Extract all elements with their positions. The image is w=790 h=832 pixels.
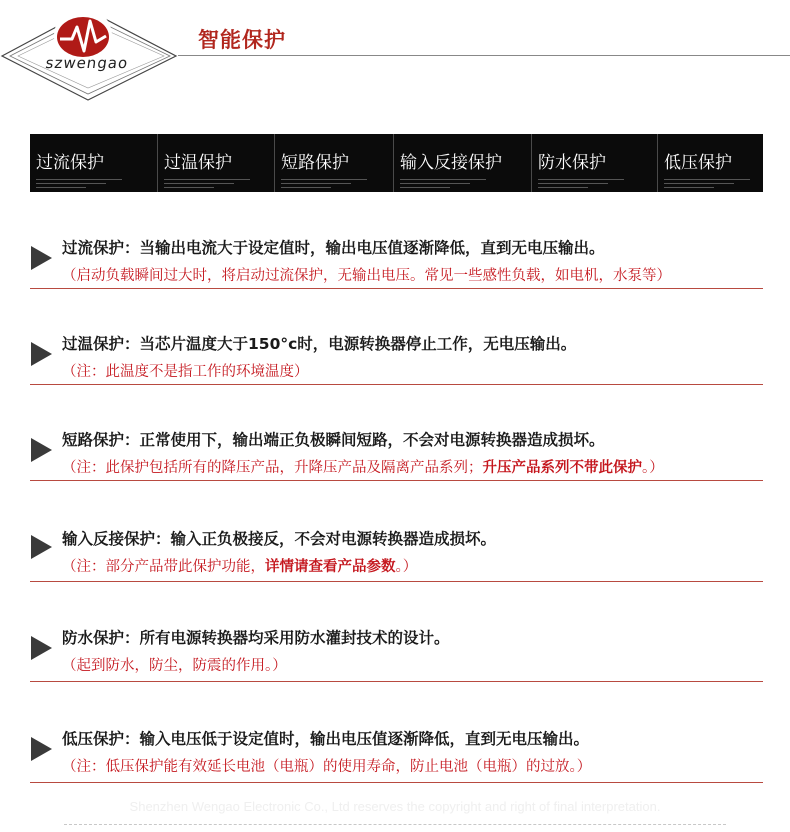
section-divider [30,384,763,385]
note-plain: （注：部分产品带此保护功能， [62,559,265,575]
section-description: 短路保护：正常使用下，输出端正负极瞬间短路，不会对电源转换器造成损坏。 [62,431,605,449]
tab-label: 过温保护 [164,153,232,173]
bullet-arrow-icon [31,737,52,761]
page-title: 智能保护 [198,28,286,52]
tab-decoration [164,179,274,188]
company-logo [0,0,180,102]
bullet-arrow-icon [31,246,52,270]
bullet-arrow-icon [31,342,52,366]
section-note [62,755,591,776]
tab-label: 防水保护 [538,153,606,173]
copyright-footer: Shenzhen Wengao Electronic Co., Ltd reserves the copyright and right of final interpretation. [129,799,661,814]
logo-text: szwengao [44,54,130,72]
tab-label: 低压保护 [664,153,732,173]
note-emphasis: 详情请查看产品参数 [265,559,396,575]
tab-decoration [281,179,393,188]
section-divider [30,581,763,582]
section-divider [30,782,763,783]
section-divider [30,480,763,481]
tab-label: 短路保护 [281,153,349,173]
tab-item[interactable] [30,134,157,192]
section-note [62,456,664,477]
bullet-arrow-icon [31,636,52,660]
title-divider [178,55,790,56]
tab-item[interactable] [531,134,657,192]
section-description: 防水保护：所有电源转换器均采用防水灌封技术的设计。 [62,629,450,647]
section-description: 输入反接保护：输入正负极接反，不会对电源转换器造成损坏。 [62,530,497,548]
section-divider [30,288,763,289]
section-divider [30,681,763,682]
note-plain: （启动负载瞬间过大时，将启动过流保护，无输出电压。常见一些感性负载，如电机，水泵等） [62,268,671,284]
bullet-arrow-icon [31,535,52,559]
tab-label: 输入反接保护 [400,153,502,173]
note-tail: 。） [642,460,664,476]
tab-item[interactable] [393,134,531,192]
feature-tab-bar [30,134,763,192]
note-tail: 。） [395,559,418,575]
section-note [62,555,417,576]
section-description: 过温保护：当芯片温度大于150°c时，电源转换器停止工作，无电压输出。 [62,335,577,353]
section-note [62,264,671,285]
note-emphasis: 升压产品系列不带此保护 [482,460,642,476]
tab-item[interactable] [657,134,763,192]
tab-decoration [36,179,157,188]
note-plain: （注：此保护包括所有的降压产品，升降压产品及隔离产品系列； [62,460,483,476]
tab-item[interactable] [274,134,393,192]
tab-decoration [664,179,763,188]
note-plain: （注：低压保护能有效延长电池（电瓶）的使用寿命，防止电池（电瓶）的过放。） [62,759,592,775]
note-plain: （注：此温度不是指工作的环境温度） [62,364,309,380]
section-note [62,654,287,675]
tab-label: 过流保护 [36,153,104,173]
section-note [62,360,309,381]
tab-item[interactable] [157,134,274,192]
tab-decoration [538,179,657,188]
tab-decoration [400,179,531,188]
footer-divider [64,824,726,825]
section-description: 低压保护：输入电压低于设定值时，输出电压值逐渐降低，直到无电压输出。 [62,730,590,748]
bullet-arrow-icon [31,438,52,462]
section-description: 过流保护：当输出电流大于设定值时，输出电压值逐渐降低，直到无电压输出。 [62,239,605,257]
note-plain: （起到防水，防尘，防震的作用。） [62,658,287,674]
